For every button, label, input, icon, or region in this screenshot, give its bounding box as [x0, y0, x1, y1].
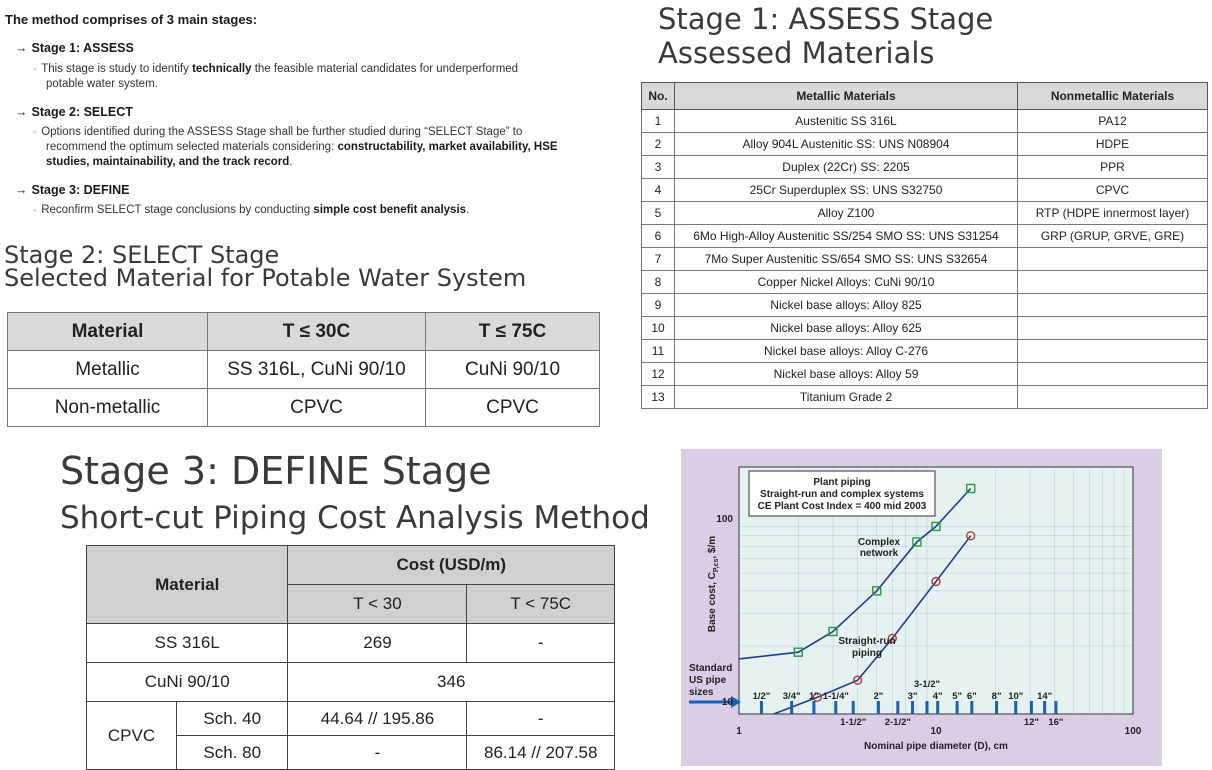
table-cell: Metallic — [8, 351, 208, 389]
table-cell: 12 — [642, 363, 675, 386]
table-cell: 269 — [288, 624, 467, 663]
table-cell: CPVC — [208, 389, 426, 427]
table-cell: SS 316L, CuNi 90/10 — [208, 351, 426, 389]
table-cell: 7Mo Super Austenitic SS/654 SMO SS: UNS S32654 — [675, 248, 1018, 271]
table-cell: - — [467, 702, 615, 736]
pipe-size-tick — [1043, 701, 1046, 714]
table-row — [642, 317, 1208, 340]
table-cell: 9 — [642, 294, 675, 317]
complex-network-label: network — [859, 548, 899, 559]
stage3-title: Stage 3: DEFINE Stage — [60, 449, 492, 493]
pipe-size-tick — [834, 701, 837, 714]
pipe-size-tick — [852, 701, 855, 714]
pipe-size-tick — [812, 701, 815, 714]
x-tick-label: 100 — [1124, 726, 1142, 737]
table-cell: Titanium Grade 2 — [675, 386, 1018, 409]
pipe-size-tick — [911, 701, 914, 714]
pipe-size-label: 3-1/2" — [913, 679, 941, 690]
pipe-size-tick — [995, 701, 998, 714]
pipe-size-label: 1/2" — [752, 691, 771, 702]
pipe-size-label: 1-1/4" — [822, 691, 849, 702]
table-cell: 6Mo High-Alloy Austenitic SS/254 SMO SS: UNS S31254 — [675, 225, 1018, 248]
column-header: No. — [642, 83, 675, 110]
table-cell: Austenitic SS 316L — [675, 110, 1018, 133]
assessed-materials-table — [641, 82, 1208, 409]
pipe-size-tick — [1030, 701, 1033, 714]
table-cell: 346 — [288, 663, 615, 702]
table-cell: CuNi 90/10 — [426, 351, 600, 389]
pipe-size-label: 1-1/2" — [840, 717, 867, 728]
table-cell: Nickel base alloys: Alloy 825 — [675, 294, 1018, 317]
table-body — [642, 110, 1208, 409]
intro-title: The method comprises of 3 main stages: — [5, 12, 258, 27]
table-row — [642, 248, 1208, 271]
stage1-title: Stage 1: ASSESS Stage — [658, 2, 994, 36]
intro-stage2-text: ◦ Options identified during the ASSESS Stage shall be further studied during “SELECT Stage” to recommend the optimum selected materials considering: constructability, market availability, HSE studies, maintainability, and the track record. — [33, 126, 558, 168]
pipe-size-tick — [790, 701, 793, 714]
table-row — [642, 386, 1208, 409]
table-cell: Copper Nickel Alloys: CuNi 90/10 — [675, 271, 1018, 294]
table-cell: PA12 — [1018, 110, 1208, 133]
table-cell — [1018, 340, 1208, 363]
straight-run-label: piping — [852, 648, 882, 659]
table-row — [642, 225, 1208, 248]
arrow-icon: → — [15, 183, 28, 197]
pipe-size-tick — [877, 701, 880, 714]
pipe-size-label: 4" — [932, 691, 943, 702]
table-cell: Sch. 40 — [177, 702, 288, 736]
table-row — [642, 294, 1208, 317]
table-cell: - — [288, 736, 467, 770]
x-axis-title: Nominal pipe diameter (D), cm — [864, 741, 1008, 752]
intro-stage3-heading — [15, 183, 129, 197]
table-row — [642, 133, 1208, 156]
y-axis-title-unit: , $/m — [707, 535, 718, 559]
table-cell — [1018, 363, 1208, 386]
intro-stage2-label: Stage 2: SELECT — [31, 105, 133, 119]
column-header: T < 30 — [288, 585, 467, 624]
table-header-row — [642, 83, 1208, 110]
table-cell: Nickel base alloys: Alloy 625 — [675, 317, 1018, 340]
table-cell: 86.14 // 207.58 — [467, 736, 615, 770]
table-cell: Nickel base alloys: Alloy C-276 — [675, 340, 1018, 363]
table-row — [642, 202, 1208, 225]
pipe-size-label: 2" — [873, 691, 884, 702]
table-cell: CPVC — [87, 702, 177, 770]
intro-stage1-heading — [15, 41, 134, 55]
table-cell: 6 — [642, 225, 675, 248]
table-cell: Alloy Z100 — [675, 202, 1018, 225]
column-header: Material — [87, 546, 288, 624]
table-cell — [1018, 294, 1208, 317]
pipe-size-tick — [925, 701, 928, 714]
legend-text: Plant piping — [813, 477, 871, 488]
arrow-icon: → — [15, 41, 28, 55]
standard-pipe-label: US pipe — [689, 675, 727, 686]
intro-stage1-text: ◦ This stage is study to identify technically the feasible material candidates for underperformed potable water system. — [33, 63, 519, 90]
table-cell: Alloy 904L Austenitic SS: UNS N08904 — [675, 133, 1018, 156]
arrow-icon: → — [15, 105, 28, 119]
table-cell: PPR — [1018, 156, 1208, 179]
column-header: Nonmetallic Materials — [1018, 83, 1208, 110]
stage2-subtitle: Selected Material for Potable Water System — [4, 264, 527, 292]
table-row — [87, 702, 615, 736]
pipe-size-label: 3" — [907, 691, 918, 702]
pipe-size-label: 14" — [1037, 691, 1053, 702]
intro-stage3-text: ◦ Reconfirm SELECT stage conclusions by conducting simple cost benefit analysis. — [33, 204, 470, 216]
table-cell: 25Cr Superduplex SS: UNS S32750 — [675, 179, 1018, 202]
column-header: Material — [8, 313, 208, 351]
selected-materials-table — [7, 312, 600, 427]
table-cell: 4 — [642, 179, 675, 202]
table-cell: GRP (GRUP, GRVE, GRE) — [1018, 225, 1208, 248]
table-header-row — [87, 546, 615, 585]
legend-text: Straight-run and complex systems — [760, 489, 924, 500]
column-header: Metallic Materials — [675, 83, 1018, 110]
table-cell: 10 — [642, 317, 675, 340]
table-cell: Non-metallic — [8, 389, 208, 427]
table-cell — [1018, 386, 1208, 409]
straight-run-label: Straight-run — [838, 636, 896, 647]
table-cell: 1 — [642, 110, 675, 133]
x-tick-label: 10 — [930, 726, 942, 737]
table-cell: Sch. 80 — [177, 736, 288, 770]
table-cell: 2 — [642, 133, 675, 156]
table-cell: 11 — [642, 340, 675, 363]
piping-cost-chart — [681, 449, 1162, 766]
column-header: T ≤ 75C — [426, 313, 600, 351]
table-cell: CPVC — [426, 389, 600, 427]
table-cell: 8 — [642, 271, 675, 294]
pipe-size-tick — [896, 701, 899, 714]
pipe-size-label: 2-1/2" — [884, 717, 911, 728]
y-axis-title-main: Base cost, C — [707, 572, 718, 633]
column-header: T ≤ 30C — [208, 313, 426, 351]
x-tick-label: 1 — [736, 726, 742, 737]
pipe-size-tick — [970, 701, 973, 714]
table-cell: CPVC — [1018, 179, 1208, 202]
table-row — [87, 663, 615, 702]
table-cell: HDPE — [1018, 133, 1208, 156]
pipe-size-tick — [956, 701, 959, 714]
complex-network-label: Complex — [857, 537, 901, 548]
table-cell: 5 — [642, 202, 675, 225]
intro-stage1-label: Stage 1: ASSESS — [31, 41, 134, 55]
table-cell: SS 316L — [87, 624, 288, 663]
pipe-size-label: 10" — [1008, 691, 1024, 702]
table-cell — [1018, 248, 1208, 271]
table-row — [642, 363, 1208, 386]
table-row — [8, 389, 600, 427]
table-cell: Duplex (22Cr) SS: 2205 — [675, 156, 1018, 179]
pipe-size-tick — [1014, 701, 1017, 714]
table-row — [642, 156, 1208, 179]
pipe-size-label: 6" — [966, 691, 977, 702]
column-header: T < 75C — [467, 585, 615, 624]
table-cell — [1018, 271, 1208, 294]
pipe-size-tick — [1054, 701, 1057, 714]
intro-stage2-heading — [15, 105, 133, 119]
pipe-size-label: 5" — [952, 691, 963, 702]
bullet-icon: ◦ — [33, 127, 37, 137]
table-cell: 44.64 // 195.86 — [288, 702, 467, 736]
y-tick-label: 10 — [721, 697, 733, 709]
bullet-icon: ◦ — [33, 64, 37, 74]
stage2-title: Stage 2: SELECT Stage — [4, 241, 280, 269]
table-row — [642, 340, 1208, 363]
column-header: Cost (USD/m) — [288, 546, 615, 585]
table-row — [642, 179, 1208, 202]
pipe-size-tick — [760, 701, 763, 714]
table-cell: - — [467, 624, 615, 663]
pipe-size-label: 16" — [1048, 717, 1064, 728]
table-cell: 13 — [642, 386, 675, 409]
table-cell: CuNi 90/10 — [87, 663, 288, 702]
pipe-size-tick — [936, 701, 939, 714]
legend-text: CE Plant Cost Index = 400 mid 2003 — [757, 501, 927, 512]
table-row — [642, 271, 1208, 294]
table-header-row — [8, 313, 600, 351]
y-tick-label: 100 — [716, 514, 733, 526]
table-cell: 7 — [642, 248, 675, 271]
table-cell: Nickel base alloys: Alloy 59 — [675, 363, 1018, 386]
table-cell — [1018, 317, 1208, 340]
stage3-subtitle: Short-cut Piping Cost Analysis Method — [60, 500, 650, 536]
piping-cost-table — [86, 545, 615, 770]
pipe-size-label: 8" — [991, 691, 1002, 702]
standard-pipe-label: Standard — [689, 663, 733, 674]
table-row — [8, 351, 600, 389]
table-row — [642, 110, 1208, 133]
intro-stage3-label: Stage 3: DEFINE — [31, 183, 130, 197]
pipe-size-label: 3/4" — [782, 691, 801, 702]
y-axis-title-sub: P,cs — [713, 558, 720, 573]
standard-pipe-label: sizes — [689, 687, 714, 698]
pipe-size-label: 12" — [1023, 717, 1039, 728]
stage1-subtitle: Assessed Materials — [658, 36, 935, 70]
pipe-size-label: 1" — [809, 691, 819, 702]
table-cell: RTP (HDPE innermost layer) — [1018, 202, 1208, 225]
table-row — [87, 624, 615, 663]
table-cell: 3 — [642, 156, 675, 179]
bullet-icon: ◦ — [33, 205, 37, 215]
